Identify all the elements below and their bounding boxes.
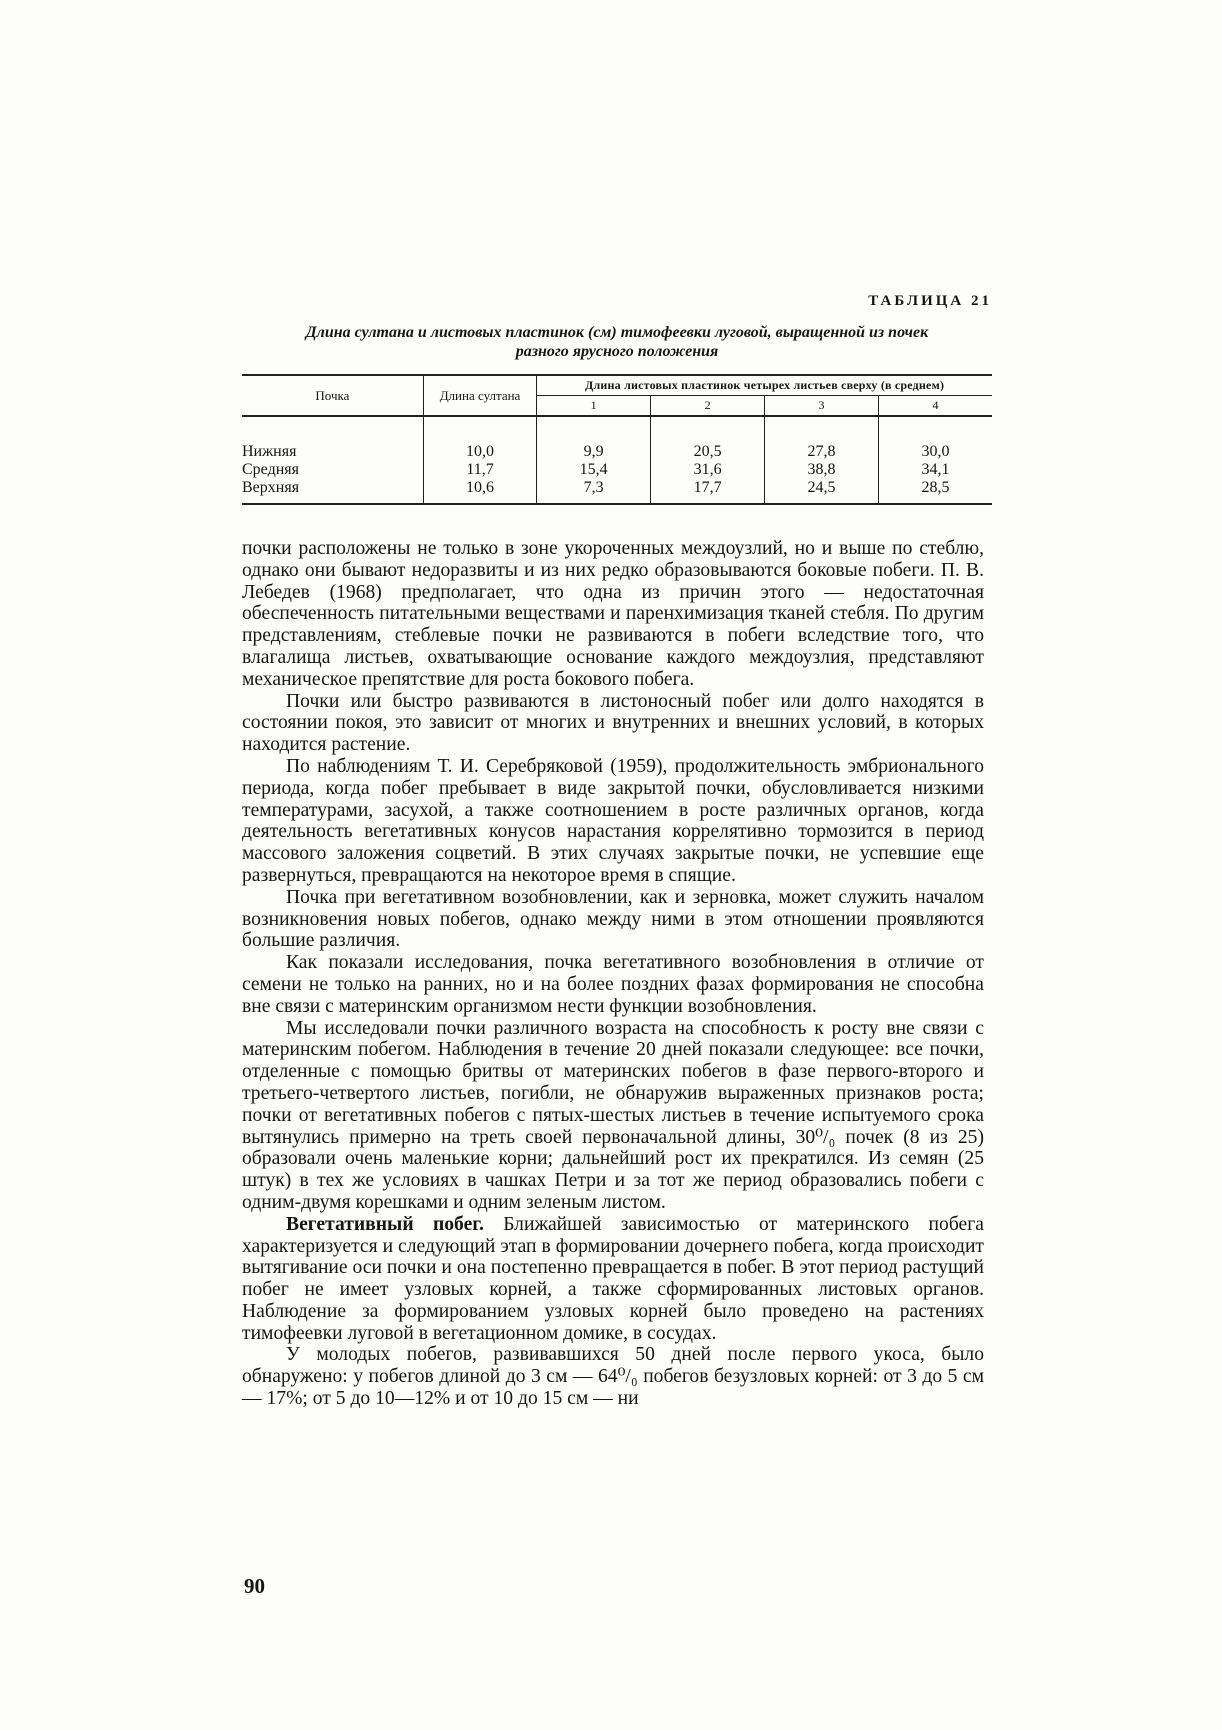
cell-leaf-1: 7,3	[537, 479, 651, 504]
table-row	[242, 461, 992, 479]
paragraph-2: Почки или быстро развиваются в листоносный побег или долго находятся в состоянии покоя, это зависит от многих и внутренних и внешних условий, в которых находится растение.	[242, 690, 984, 756]
header-sultan-length: Длина султана	[423, 375, 536, 416]
section-heading: Вегетативный побег.	[286, 1213, 484, 1235]
paragraph-3: По наблюдениям Т. И. Серебряковой (1959), продолжительность эмбрионального периода, когда побег пребывает в виде закрытой почки, обусловливается низкими температурами, засухой, а также соотношением в росте различных органов, когда деятельность вегетативных конусов нарастания коррелятивно тормозится в период массового заложения соцветий. В этих случаях закрытые почки, не успевшие еще развернуться, превращаются на некоторое время в спящие.	[242, 755, 984, 886]
cell-sultan: 10,6	[423, 479, 536, 504]
cell-leaf-3: 38,8	[765, 461, 879, 479]
header-leaf-3: 3	[765, 396, 879, 417]
cell-leaf-1: 9,9	[537, 416, 651, 461]
cell-sultan: 11,7	[423, 461, 536, 479]
cell-leaf-4: 34,1	[921, 461, 950, 478]
data-table	[242, 374, 992, 505]
cell-leaf-3: 27,8	[765, 416, 879, 461]
table-caption-line-1: Длина султана и листовых пластинок (см) тимофеевки луговой, выращенной из почек	[305, 324, 929, 341]
cell-leaf-4: 30,0	[921, 443, 950, 460]
paragraph-6: Мы исследовали почки различного возраста на способность к росту вне связи с материнским побегом. Наблюдения в течение 20 дней показали следующее: все почки, отделенные с помощью бритвы от материнских побегов в фазе первого-второго и третьего-четвертого листьев, погибли, не обнаружив выраженных признаков роста; почки от вегетативных побегов с пятых-шестых листьев в течение испытуемого срока вытянулись примерно на треть своей первоначальной длины, 30⁰/₀ почек (8 из 25) образовали очень маленькие корни; дальнейший рост их прекратился. Из семян (25 штук) в тех же условиях в чашках Петри и за тот же период образовались побеги с одним-двумя корешками и одним зеленым листом.	[242, 1017, 984, 1213]
cell-leaf-2: 20,5	[651, 416, 765, 461]
table-row	[242, 479, 992, 504]
paragraph-8: У молодых побегов, развивавшихся 50 дней после первого укоса, было обнаружено: у побегов длиной до 3 см — 64⁰/₀ побегов безузловых корней: от 3 до 5 см — 17%; от 5 до 10—12% и от 10 до 15 см — ни	[242, 1344, 984, 1410]
table-caption	[242, 323, 992, 361]
cell-leaf-2: 31,6	[651, 461, 765, 479]
paragraph-7-text: Ближайшей зависимостью от материнского побега характеризуется и следующий этап в формировании дочернего побега, когда происходит вытягивание оси почки и она постепенно превращается в побег. В этот период растущий побег не имеет узловых корней, а также сформированных листовых органов. Наблюдение за формированием узловых корней было проведено на растениях тимофеевки луговой в вегетационном домике, в сосудах.	[242, 1213, 984, 1344]
header-leaf-4: 4	[879, 396, 992, 417]
cell-leaf-2: 17,7	[651, 479, 765, 504]
table-row	[242, 416, 992, 461]
cell-leaf-1: 15,4	[537, 461, 651, 479]
paragraph-4: Почка при вегетативном возобновлении, как и зерновка, может служить началом возникновения новых побегов, однако между ними в этом отношении проявляются большие различия.	[242, 886, 984, 952]
table-label: ТАБЛИЦА 21	[868, 293, 992, 309]
row-name: Средняя	[242, 461, 423, 479]
header-leaf-1: 1	[537, 396, 651, 417]
header-leaf-2: 2	[651, 396, 765, 417]
cell-leaf-4: 28,5	[879, 479, 992, 504]
paragraph-1: почки расположены не только в зоне укороченных междоузлий, но и выше по стеблю, однако они бывают недоразвиты и из них редко образовываются боковые побеги. П. В. Лебедев (1968) предполагает, что одна из причин этого — недостаточная обеспеченность питательными веществами и паренхимизация тканей стебля. По другим представлениям, стеблевые почки не развиваются в побеги вследствие того, что влагалища листьев, охватывающие основание каждого междоузлия, представляют механическое препятствие для роста бокового побега.	[242, 538, 984, 690]
header-leaf-group: Длина листовых пластинок четырех листьев сверху (в среднем)	[537, 375, 992, 396]
paragraph-5: Как показали исследования, почка вегетативного возобновления в отличие от семени не только на ранних, но и на более поздних фазах формирования не способна вне связи с материнским организмом нести функции возобновления.	[242, 952, 984, 1017]
paragraph-7	[242, 1214, 984, 1345]
row-name: Нижняя	[242, 416, 423, 461]
cell-leaf-3: 24,5	[765, 479, 879, 504]
header-bud: Почка	[242, 375, 423, 416]
table-caption-line-2: разного ярусного положения	[515, 343, 719, 360]
body-text	[242, 538, 984, 1410]
row-name: Верхняя	[242, 479, 423, 504]
cell-sultan: 10,0	[423, 416, 536, 461]
page-number: 90	[244, 1574, 265, 1598]
